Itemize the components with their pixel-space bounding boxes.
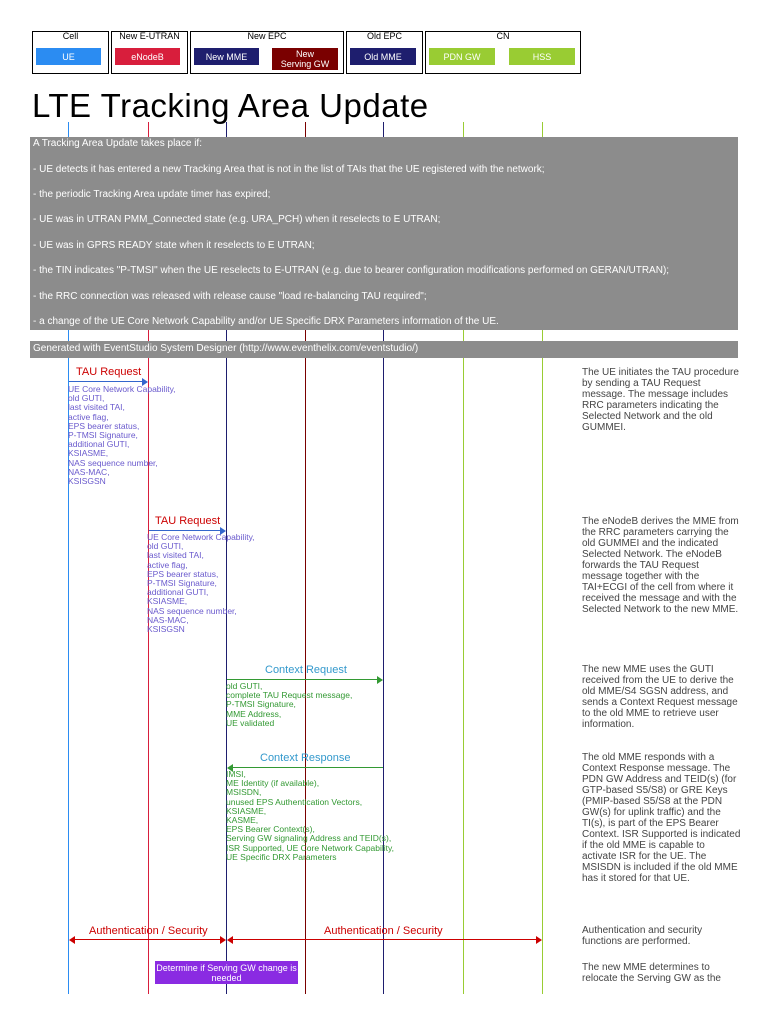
context-response-label: Context Response <box>260 752 351 764</box>
entity-hss: HSS <box>509 48 575 65</box>
context-request-label: Context Request <box>265 664 347 676</box>
context-response-params: IMSI, ME Identity (if available), MSISDN, unused EPS Authentication Vectors, KSIASME, KASME, EPS Bearer Context(s), Serving GW signaling Address and TEID(s), ISR Supported, UE Core Network Capability, UE Specific DRX Parameters <box>226 769 395 862</box>
comment-determine-sgw-change: The new MME determines to relocate the Serving GW as the <box>582 962 721 984</box>
intro-line: A Tracking Area Update takes place if: <box>33 138 202 149</box>
group-new-epc-title: New EPC <box>247 31 287 41</box>
context-response-arrow <box>233 767 383 768</box>
comment-context-request: The new MME uses the GUTI received from the UE to derive the old MME/S4 SGSN address, and sends a Context Request message to the old MME to retrieve user information. <box>582 664 738 730</box>
entity-new-mme: New MME <box>194 48 259 65</box>
context-request-params: old GUTI, complete TAU Request message, P-TMSI Signature, MME Address, UE validated <box>226 681 353 728</box>
intro-line: - the RRC connection was released with release cause "load re-balancing TAU required"; <box>33 291 427 302</box>
arrowhead-right-icon <box>220 936 226 944</box>
tau-request-params: UE Core Network Capability, old GUTI, last visited TAI, active flag, EPS bearer status, P-TMSI Signature, additional GUTI, KSIASME, NAS sequence number, NAS-MAC, KSISGSN <box>147 532 255 635</box>
arrowhead-left-icon <box>69 936 75 944</box>
entity-new-serving-gw: New Serving GW <box>272 48 338 70</box>
group-old-epc-title: Old EPC <box>366 31 402 41</box>
comment-tau-request-ue: The UE initiates the TAU procedure by sending a TAU Request message. The message includes RRC parameters indicating the Selected Network and the old GUMMEI. <box>582 367 739 433</box>
comment-context-response: The old MME responds with a Context Response message. The PDN GW Address and TEID(s) (for GTP-based S5/S8) or GRE Keys (PMIP-based S5/S8 at the PDN GW(s) for uplink traffic) and the TI(s), is part of the EPS Bearer Context. ISR Supported is indicated if the old MME is capable to activate ISR for the UE. The MSISDN is included if the old MME has it stored for that UE. <box>582 752 741 884</box>
authentication-security-label: Authentication / Security <box>89 925 208 937</box>
arrowhead-right-icon <box>536 936 542 944</box>
tau-request-arrow <box>69 381 142 382</box>
context-request-arrow <box>227 679 377 680</box>
intro-line: - the TIN indicates "P-TMSI" when the UE reselects to E-UTRAN (e.g. due to bearer configuration modifications performed on GERAN/UTRAN); <box>33 265 670 276</box>
comment-authentication: Authentication and security functions are performed. <box>582 925 703 947</box>
arrowhead-right-icon <box>377 676 383 684</box>
authentication-security-arrow <box>233 939 536 940</box>
tau-request-label: TAU Request <box>76 366 142 378</box>
tau-request-arrow <box>149 530 220 531</box>
authentication-security-arrow <box>75 939 220 940</box>
comment-tau-request-enodeb: The eNodeB derives the MME from the RRC parameters carrying the old GUMMEI and the indicated Selected Network. The eNodeB forwards the TAU Request message together with the TAI+ECGI of the cell from where it received the message and with the Selected Network to the new MME. <box>582 516 739 615</box>
entity-enodeb: eNodeB <box>115 48 180 65</box>
action-determine-sgw-change: Determine if Serving GW change is needed <box>156 962 297 983</box>
tau-request-label: TAU Request <box>155 515 221 527</box>
tau-request-params: UE Core Network Capability, old GUTI, last visited TAI, active flag, EPS bearer status, P-TMSI Signature, additional GUTI, KSIASME, NAS sequence number, NAS-MAC, KSISGSN <box>68 384 176 487</box>
group-new-e-utran-title: New E-UTRAN <box>119 31 180 41</box>
generated-by-text: Generated with EventStudio System Designer (http://www.eventhelix.com/eventstudio/) <box>33 343 419 354</box>
authentication-security-label: Authentication / Security <box>324 925 443 937</box>
intro-line: - UE was in GPRS READY state when it reselects to E UTRAN; <box>33 240 315 251</box>
page-title: LTE Tracking Area Update <box>32 87 429 124</box>
generated-by-strip <box>30 341 738 358</box>
arrowhead-left-icon <box>227 936 233 944</box>
entity-pdn-gw: PDN GW <box>429 48 495 65</box>
intro-line: - the periodic Tracking Area update timer has expired; <box>33 189 271 200</box>
intro-line: - UE detects it has entered a new Tracking Area that is not in the list of TAIs that the UE registered with the network; <box>33 164 545 175</box>
group-cn-title: CN <box>496 31 510 41</box>
intro-line: - a change of the UE Core Network Capability and/or UE Specific DRX Parameters information of the UE. <box>33 316 499 327</box>
entity-old-mme: Old MME <box>350 48 416 65</box>
group-cell-title: Cell <box>62 31 79 41</box>
entity-ue: UE <box>36 48 101 65</box>
intro-line: - UE was in UTRAN PMM_Connected state (e.g. URA_PCH) when it reselects to E UTRAN; <box>33 214 441 225</box>
